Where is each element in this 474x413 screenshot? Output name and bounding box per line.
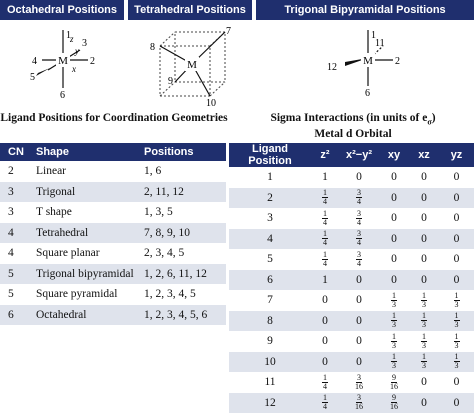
fraction: $\frac{3}{4}$ xyxy=(356,230,362,247)
table-row xyxy=(0,182,226,203)
fraction: $\frac{1}{3}$ xyxy=(454,292,460,309)
col-z2: z² xyxy=(311,143,339,167)
table-cell: 0 xyxy=(339,331,379,352)
col-xy: xy xyxy=(379,143,409,167)
tetrahedral-center: M xyxy=(187,59,197,71)
fraction: $\frac{9}{16}$ xyxy=(390,394,398,411)
table-row xyxy=(229,311,474,332)
header-octahedral: Octahedral Positions xyxy=(0,0,124,20)
table-cell xyxy=(339,372,379,393)
table-cell: Tetrahedral xyxy=(36,223,144,244)
fraction: $\frac{1}{4}$ xyxy=(322,210,328,227)
table-cell: 0 xyxy=(379,208,409,229)
table-cell xyxy=(339,249,379,270)
table-cell xyxy=(311,393,339,413)
col-shape: Shape xyxy=(36,143,144,161)
fraction: $\frac{1}{4}$ xyxy=(322,189,328,206)
table-row xyxy=(0,264,226,285)
table-cell: 11 xyxy=(229,372,311,393)
table-cell xyxy=(439,352,474,373)
svg-text:1: 1 xyxy=(371,30,376,41)
table-row xyxy=(229,167,474,188)
table-cell xyxy=(379,311,409,332)
col-xz: xz xyxy=(409,143,439,167)
fraction: $\frac{1}{3}$ xyxy=(391,333,397,350)
table-cell: 1, 2, 3, 4, 5 xyxy=(144,284,226,305)
table-cell: 6 xyxy=(229,270,311,291)
table-cell: 3 xyxy=(0,202,36,223)
svg-text:5: 5 xyxy=(30,72,35,83)
table-cell: 0 xyxy=(379,167,409,188)
table-cell: 0 xyxy=(409,393,439,413)
table-cell: 4 xyxy=(229,229,311,250)
table-row xyxy=(229,270,474,291)
col-yz: yz xyxy=(439,143,474,167)
table-cell: 0 xyxy=(339,311,379,332)
svg-text:12: 12 xyxy=(327,62,337,73)
fraction: $\frac{9}{16}$ xyxy=(390,374,398,391)
fraction: $\frac{3}{4}$ xyxy=(356,210,362,227)
fraction: $\frac{1}{3}$ xyxy=(454,333,460,350)
table-cell: 0 xyxy=(439,208,474,229)
table-cell: 0 xyxy=(379,229,409,250)
table-cell xyxy=(339,208,379,229)
table-row xyxy=(229,229,474,250)
header-tetrahedral: Tetrahedral Positions xyxy=(128,0,252,20)
table-cell: 5 xyxy=(0,284,36,305)
table-cell: 1, 2, 6, 11, 12 xyxy=(144,264,226,285)
table-cell xyxy=(311,372,339,393)
svg-text:1: 1 xyxy=(66,30,71,41)
table-cell xyxy=(379,352,409,373)
header-trigonal-bipyramidal: Trigonal Bipyramidal Positions xyxy=(256,0,474,20)
table-cell: 0 xyxy=(379,249,409,270)
table-cell: Trigonal bipyramidal xyxy=(36,264,144,285)
fraction: $\frac{1}{4}$ xyxy=(322,374,328,391)
fraction: $\frac{1}{3}$ xyxy=(454,353,460,370)
table-cell: 9 xyxy=(229,331,311,352)
col-cn: CN xyxy=(0,143,36,161)
table-cell xyxy=(439,311,474,332)
svg-text:2: 2 xyxy=(395,56,400,67)
svg-text:6: 6 xyxy=(60,90,65,98)
fraction: $\frac{1}{3}$ xyxy=(454,312,460,329)
table-cell: 0 xyxy=(409,208,439,229)
table-cell xyxy=(439,331,474,352)
table-cell: 0 xyxy=(409,167,439,188)
table-cell: 1, 3, 5 xyxy=(144,202,226,223)
table-cell: Linear xyxy=(36,161,144,182)
svg-text:3: 3 xyxy=(82,38,87,49)
table-cell: 0 xyxy=(339,167,379,188)
fraction: $\frac{1}{4}$ xyxy=(322,230,328,247)
table-row xyxy=(229,393,474,413)
fraction: $\frac{1}{3}$ xyxy=(421,353,427,370)
octahedral-diagram xyxy=(20,26,110,98)
table-cell xyxy=(409,311,439,332)
table-cell: Trigonal xyxy=(36,182,144,203)
sigma-table xyxy=(229,143,474,413)
svg-text:9: 9 xyxy=(168,76,173,87)
table-cell: 5 xyxy=(229,249,311,270)
table-row xyxy=(229,290,474,311)
table-cell: 0 xyxy=(439,393,474,413)
fraction: $\frac{3}{16}$ xyxy=(355,374,363,391)
svg-text:z: z xyxy=(69,34,74,44)
table-cell: 0 xyxy=(409,372,439,393)
table-cell: 6 xyxy=(0,305,36,326)
caption-sigma-interactions: Sigma Interactions (in units of $e_\sigma$) Metal d Orbital xyxy=(232,112,474,141)
table-cell xyxy=(339,188,379,209)
fraction: $\frac{1}{3}$ xyxy=(421,312,427,329)
geometries-table xyxy=(0,143,226,325)
table-row xyxy=(0,161,226,182)
table-cell: 0 xyxy=(311,352,339,373)
table-cell: 0 xyxy=(311,311,339,332)
svg-text:y: y xyxy=(74,46,79,56)
table-cell xyxy=(379,372,409,393)
table-row xyxy=(229,331,474,352)
table-cell xyxy=(409,331,439,352)
table-cell: 1 xyxy=(311,270,339,291)
octahedral-center: M xyxy=(58,55,68,67)
fraction: $\frac{3}{4}$ xyxy=(356,251,362,268)
svg-text:10: 10 xyxy=(206,98,216,106)
fraction: $\frac{1}{4}$ xyxy=(322,394,328,411)
table-cell: 2, 11, 12 xyxy=(144,182,226,203)
table-cell: 2, 3, 4, 5 xyxy=(144,243,226,264)
table-row xyxy=(229,372,474,393)
table-row xyxy=(229,352,474,373)
table-cell: Octahedral xyxy=(36,305,144,326)
table-row xyxy=(0,202,226,223)
table-row xyxy=(229,188,474,209)
table-cell: 12 xyxy=(229,393,311,413)
table-cell: 8 xyxy=(229,311,311,332)
table-cell: 4 xyxy=(0,223,36,244)
table-cell xyxy=(311,229,339,250)
tetrahedral-diagram xyxy=(140,24,240,106)
table-row xyxy=(0,305,226,326)
col-ligand-position: Ligand Position xyxy=(229,143,311,167)
table-cell: T shape xyxy=(36,202,144,223)
caption-ligand-positions: Ligand Positions for Coordination Geometries xyxy=(0,112,228,125)
table-cell xyxy=(339,229,379,250)
table-cell: 7 xyxy=(229,290,311,311)
fraction: $\frac{1}{4}$ xyxy=(322,251,328,268)
fraction: $\frac{3}{16}$ xyxy=(355,394,363,411)
table-row xyxy=(0,243,226,264)
table-cell xyxy=(439,290,474,311)
col-positions: Positions xyxy=(144,143,226,161)
table-cell: 7, 8, 9, 10 xyxy=(144,223,226,244)
table-cell: 5 xyxy=(0,264,36,285)
table-cell xyxy=(311,249,339,270)
table-row xyxy=(229,208,474,229)
fraction: $\frac{1}{3}$ xyxy=(391,292,397,309)
table-cell: 1, 6 xyxy=(144,161,226,182)
svg-text:11: 11 xyxy=(375,38,385,49)
svg-text:4: 4 xyxy=(32,56,37,67)
table-row xyxy=(229,249,474,270)
table-cell: 0 xyxy=(339,290,379,311)
table-cell xyxy=(379,290,409,311)
table-cell: 10 xyxy=(229,352,311,373)
table-cell: 2 xyxy=(0,161,36,182)
table-cell xyxy=(409,352,439,373)
table-cell: Square planar xyxy=(36,243,144,264)
table-cell: 0 xyxy=(439,372,474,393)
fraction: $\frac{1}{3}$ xyxy=(421,333,427,350)
table-cell: 0 xyxy=(339,352,379,373)
table-row xyxy=(0,284,226,305)
col-x2-y2: x²−y² xyxy=(339,143,379,167)
fraction: $\frac{1}{3}$ xyxy=(391,312,397,329)
svg-text:7: 7 xyxy=(226,26,231,37)
table-cell: 0 xyxy=(439,167,474,188)
table-cell: 0 xyxy=(409,229,439,250)
svg-text:2: 2 xyxy=(90,56,95,67)
table-cell: 1, 2, 3, 4, 5, 6 xyxy=(144,305,226,326)
table-cell: 0 xyxy=(379,188,409,209)
table-cell: 0 xyxy=(409,188,439,209)
table-cell: 3 xyxy=(229,208,311,229)
table-cell: 2 xyxy=(229,188,311,209)
table-cell: 0 xyxy=(409,249,439,270)
table-cell: 1 xyxy=(311,167,339,188)
table-cell: 0 xyxy=(311,331,339,352)
svg-text:x: x xyxy=(71,64,76,74)
table-cell: 0 xyxy=(379,270,409,291)
svg-text:8: 8 xyxy=(150,42,155,53)
svg-text:6: 6 xyxy=(365,88,370,96)
table-cell: 0 xyxy=(409,270,439,291)
table-cell xyxy=(311,188,339,209)
fraction: $\frac{1}{3}$ xyxy=(391,353,397,370)
table-cell: 3 xyxy=(0,182,36,203)
fraction: $\frac{3}{4}$ xyxy=(356,189,362,206)
table-cell: 4 xyxy=(0,243,36,264)
table-cell xyxy=(379,331,409,352)
table-cell: 0 xyxy=(439,249,474,270)
fraction: $\frac{1}{3}$ xyxy=(421,292,427,309)
table-cell xyxy=(339,393,379,413)
table-cell: Square pyramidal xyxy=(36,284,144,305)
table-cell: 0 xyxy=(439,188,474,209)
table-cell xyxy=(311,208,339,229)
table-cell: 0 xyxy=(439,270,474,291)
table-cell xyxy=(379,393,409,413)
table-cell xyxy=(409,290,439,311)
table-cell: 0 xyxy=(439,229,474,250)
table-cell: 1 xyxy=(229,167,311,188)
trigonal-center: M xyxy=(363,55,373,67)
table-row xyxy=(0,223,226,244)
table-cell: 0 xyxy=(339,270,379,291)
table-cell: 0 xyxy=(311,290,339,311)
trigonal-bipyramidal-diagram xyxy=(325,26,415,96)
